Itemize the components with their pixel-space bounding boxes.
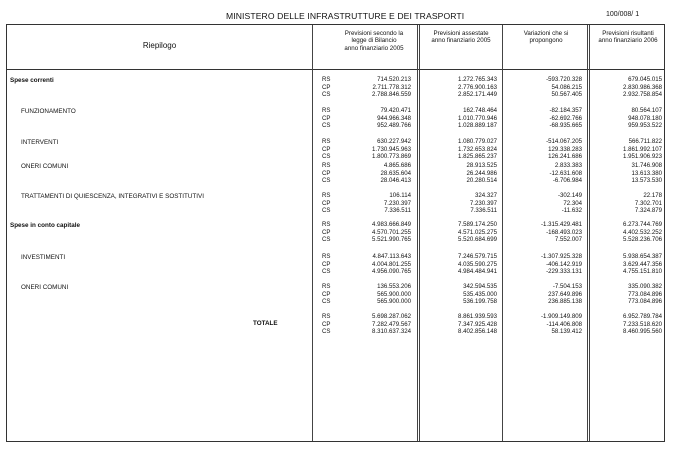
value: -1.307.925.328	[541, 253, 582, 260]
row-label: ONERI COMUNI	[21, 163, 69, 170]
value: 28.046.413	[380, 177, 411, 185]
row-label: INTERVENTI	[21, 139, 59, 146]
row-code: CP	[322, 320, 331, 328]
row-code: RS	[322, 138, 331, 145]
row-code: CP	[322, 228, 331, 236]
value: 4.983.666.849	[372, 221, 411, 228]
value: 28.635.604	[380, 169, 411, 177]
value-cell-c1	[372, 138, 411, 161]
row-code: CP	[322, 290, 331, 298]
value: 8.861.939.593	[458, 313, 497, 320]
row-label: Spese in conto capitale	[10, 222, 80, 229]
value: 7.230.397	[469, 199, 497, 207]
value-cell-c1	[377, 283, 411, 306]
row-code: RS	[322, 221, 331, 228]
riepilogo-header: Riepilogo	[142, 41, 177, 50]
value: 1.730.945.963	[372, 145, 411, 153]
value: -82.184.357	[549, 107, 582, 114]
value: 4.570.701.255	[372, 228, 411, 236]
value: 22.178	[643, 192, 662, 199]
value-cell-c4	[623, 76, 662, 99]
value: 1.825.865.237	[458, 153, 497, 161]
value: 565.900.000	[377, 298, 411, 306]
value-cell-c2	[458, 313, 497, 336]
row-code: RS	[322, 192, 331, 199]
value: 237.649.896	[548, 290, 582, 298]
row-code: RS	[322, 76, 331, 83]
row-code: CS	[322, 207, 331, 215]
value: 948.078.180	[628, 114, 662, 122]
value: 7.230.397	[383, 199, 411, 207]
header-divider	[7, 69, 664, 70]
value: 4.984.484.941	[458, 268, 497, 276]
value: -68.935.665	[549, 122, 582, 130]
row-label: TRATTAMENTI DI QUIESCENZA, INTEGRATIVI E SOSTITUTIVI	[21, 193, 204, 200]
value: 20.280.514	[466, 177, 497, 185]
value: 58.139.412	[551, 328, 582, 336]
value-cell-c1	[372, 253, 411, 276]
value: 2.830.986.368	[623, 83, 662, 91]
value: 50.567.405	[551, 91, 582, 99]
row-codes	[322, 221, 330, 244]
row-code: RS	[322, 162, 331, 169]
value: 959.953.522	[628, 122, 662, 130]
value: 2.788.846.559	[372, 91, 411, 99]
value: 7.552.007	[554, 236, 582, 244]
value: 8.402.856.148	[458, 328, 497, 336]
row-code: CP	[322, 199, 331, 207]
value: 136.553.206	[377, 283, 411, 290]
value: -406.142.919	[546, 260, 582, 268]
value-cell-c4	[623, 138, 662, 161]
value-cell-c2	[470, 192, 497, 215]
value: 2.852.171.449	[458, 91, 497, 99]
value: 714.520.213	[377, 76, 411, 83]
value: -1.315.429.481	[541, 221, 582, 228]
value: 54.086.215	[551, 83, 582, 91]
summary-table	[6, 24, 665, 442]
row-codes	[322, 253, 330, 276]
value-cell-c1	[372, 221, 411, 244]
value: 4.402.532.252	[623, 228, 662, 236]
value: -12.631.608	[549, 169, 582, 177]
value: 129.338.283	[548, 145, 582, 153]
value-cell-c2	[458, 138, 497, 161]
value: 1.951.906.923	[623, 153, 662, 161]
value: 4.956.090.765	[372, 268, 411, 276]
value: 7.324.879	[634, 207, 662, 215]
row-code: CS	[322, 298, 331, 306]
value-cell-c3	[558, 192, 582, 215]
row-codes	[322, 162, 330, 185]
row-label: INVESTIMENTI	[21, 254, 66, 261]
value-cell-c3	[541, 253, 582, 276]
value: 1.028.889.187	[458, 122, 497, 130]
row-codes	[322, 107, 330, 130]
value: -168.493.023	[546, 228, 582, 236]
value-cell-c4	[623, 253, 662, 276]
value: 5.698.287.062	[372, 313, 411, 320]
row-code: CP	[322, 83, 331, 91]
value-cell-c3	[549, 107, 582, 130]
value: 13.573.530	[631, 177, 662, 185]
row-code: CS	[322, 236, 331, 244]
value: 4.571.025.275	[458, 228, 497, 236]
value: 6.952.789.784	[623, 313, 662, 320]
value: 1.272.765.343	[458, 76, 497, 83]
value: 4.035.590.275	[458, 260, 497, 268]
row-codes	[322, 138, 330, 161]
value: 944.966.348	[377, 114, 411, 122]
value-cell-c2	[463, 283, 497, 306]
value: -593.720.328	[546, 76, 582, 83]
row-code: RS	[322, 107, 331, 114]
value: 2.776.900.163	[458, 83, 497, 91]
value: 7.282.479.567	[372, 320, 411, 328]
value: 13.613.380	[631, 169, 662, 177]
page-number: 100/008/ 1	[606, 11, 640, 18]
value: -302.149	[557, 192, 582, 199]
row-code: RS	[322, 313, 331, 320]
row-code: CP	[322, 145, 331, 153]
value: 2.711.778.312	[372, 83, 411, 91]
value: 79.420.471	[380, 107, 411, 114]
value: 72.304	[563, 199, 582, 207]
value-cell-c1	[372, 313, 411, 336]
value-cell-c2	[458, 107, 497, 130]
value: 7.347.925.428	[458, 320, 497, 328]
value: 8.310.637.324	[372, 328, 411, 336]
row-label: TOTALE	[253, 320, 278, 327]
row-codes	[322, 192, 330, 215]
value: 4.755.151.810	[623, 268, 662, 276]
value: -62.692.766	[549, 114, 582, 122]
value: 1.861.992.107	[623, 145, 662, 153]
column-divider	[417, 25, 420, 441]
value: 1.010.770.946	[458, 114, 497, 122]
column-header-previsioni-risultanti: Previsioni risultanti anno finanziario 2006	[598, 30, 658, 45]
value: 7.246.579.715	[458, 253, 497, 260]
value: 28.913.525	[466, 162, 497, 169]
value: 5.520.684.699	[458, 236, 497, 244]
value-cell-c4	[628, 283, 662, 306]
value: -6.706.984	[552, 177, 582, 185]
value: 535.435.000	[463, 290, 497, 298]
row-code: CP	[322, 114, 331, 122]
value: 8.460.995.560	[623, 328, 662, 336]
value: -11.632	[561, 207, 582, 215]
value: 7.302.701	[634, 199, 662, 207]
value: 6.273.744.769	[623, 221, 662, 228]
row-code: CS	[322, 328, 331, 336]
value: 7.336.511	[470, 207, 497, 215]
value: 1.800.773.869	[372, 153, 411, 161]
value: 5.528.236.706	[623, 236, 662, 244]
value: 4.004.801.255	[372, 260, 411, 268]
row-code: CP	[322, 169, 331, 177]
value: 236.885.138	[548, 298, 582, 306]
column-divider	[312, 25, 313, 441]
value: 2.833.383	[554, 162, 582, 169]
value: 5.521.990.765	[372, 236, 411, 244]
value: 106.114	[389, 192, 411, 199]
value: 342.594.535	[463, 283, 497, 290]
value: 536.199.758	[463, 298, 497, 306]
value: 5.938.654.387	[623, 253, 662, 260]
value-cell-c3	[546, 138, 582, 161]
value-cell-c2	[458, 253, 497, 276]
value-cell-c4	[632, 162, 663, 185]
value: 4.847.113.643	[372, 253, 411, 260]
value: 324.327	[474, 192, 497, 199]
value: 335.090.382	[628, 283, 662, 290]
value-cell-c2	[458, 76, 497, 99]
value-cell-c3	[549, 162, 582, 185]
value-cell-c1	[377, 107, 411, 130]
value: 566.711.822	[628, 138, 662, 145]
value-cell-c4	[628, 107, 662, 130]
value: 952.489.766	[377, 122, 411, 130]
row-code: CS	[322, 91, 331, 99]
value: 162.748.464	[463, 107, 497, 114]
row-label: ONERI COMUNI	[21, 284, 69, 291]
value: 1.080.779.027	[458, 138, 497, 145]
row-codes	[322, 283, 330, 306]
value-cell-c3	[541, 313, 582, 336]
value: 773.084.896	[628, 298, 662, 306]
value: 565.900.000	[377, 290, 411, 298]
value: -114.406.808	[546, 320, 582, 328]
value-cell-c1	[384, 192, 411, 215]
value-cell-c4	[623, 313, 662, 336]
value-cell-c3	[548, 283, 582, 306]
value-cell-c1	[372, 76, 411, 99]
column-header-previsioni-bilancio: Previsioni secondo la legge di Bilancio anno finanziario 2005	[344, 30, 404, 52]
value-cell-c1	[381, 162, 412, 185]
value: 1.732.653.824	[458, 145, 497, 153]
row-code: CS	[322, 153, 331, 161]
value: 7.233.518.620	[623, 320, 662, 328]
value: 2.932.758.854	[623, 91, 662, 99]
column-divider	[587, 25, 590, 441]
row-code: CS	[322, 122, 331, 130]
value: -1.909.149.809	[541, 313, 582, 320]
value-cell-c2	[458, 221, 497, 244]
value-cell-c4	[623, 221, 662, 244]
value-cell-c3	[541, 221, 582, 244]
value: 7.589.174.250	[458, 221, 497, 228]
row-label: Spese correnti	[10, 77, 54, 84]
page-title: MINISTERO DELLE INFRASTRUTTURE E DEI TRASPORTI	[226, 11, 465, 21]
value: 126.241.686	[548, 153, 582, 161]
value-cell-c3	[546, 76, 582, 99]
value: 7.336.511	[384, 207, 411, 215]
value: -514.067.205	[546, 138, 582, 145]
row-codes	[322, 313, 330, 336]
row-label: FUNZIONAMENTO	[21, 108, 76, 115]
column-header-previsioni-assestate: Previsioni assestate anno finanziario 2005	[431, 30, 491, 45]
row-code: CP	[322, 260, 331, 268]
value: -229.333.131	[546, 268, 582, 276]
value-cell-c2	[467, 162, 498, 185]
row-codes	[322, 76, 330, 99]
row-code: RS	[322, 253, 331, 260]
value-cell-c4	[635, 192, 662, 215]
value: 26.244.986	[466, 169, 497, 177]
row-code: CS	[322, 177, 331, 185]
row-code: RS	[322, 283, 331, 290]
value: -7.504.153	[552, 283, 582, 290]
value: 4.865.686	[383, 162, 411, 169]
column-header-variazioni: Variazioni che si propongono	[523, 30, 569, 45]
column-divider	[502, 25, 503, 441]
value: 31.746.908	[631, 162, 662, 169]
value: 679.045.015	[628, 76, 662, 83]
value: 773.084.896	[628, 290, 662, 298]
value: 630.227.942	[377, 138, 411, 145]
value: 3.629.447.356	[623, 260, 662, 268]
value: 80.564.107	[631, 107, 662, 114]
row-code: CS	[322, 268, 331, 276]
